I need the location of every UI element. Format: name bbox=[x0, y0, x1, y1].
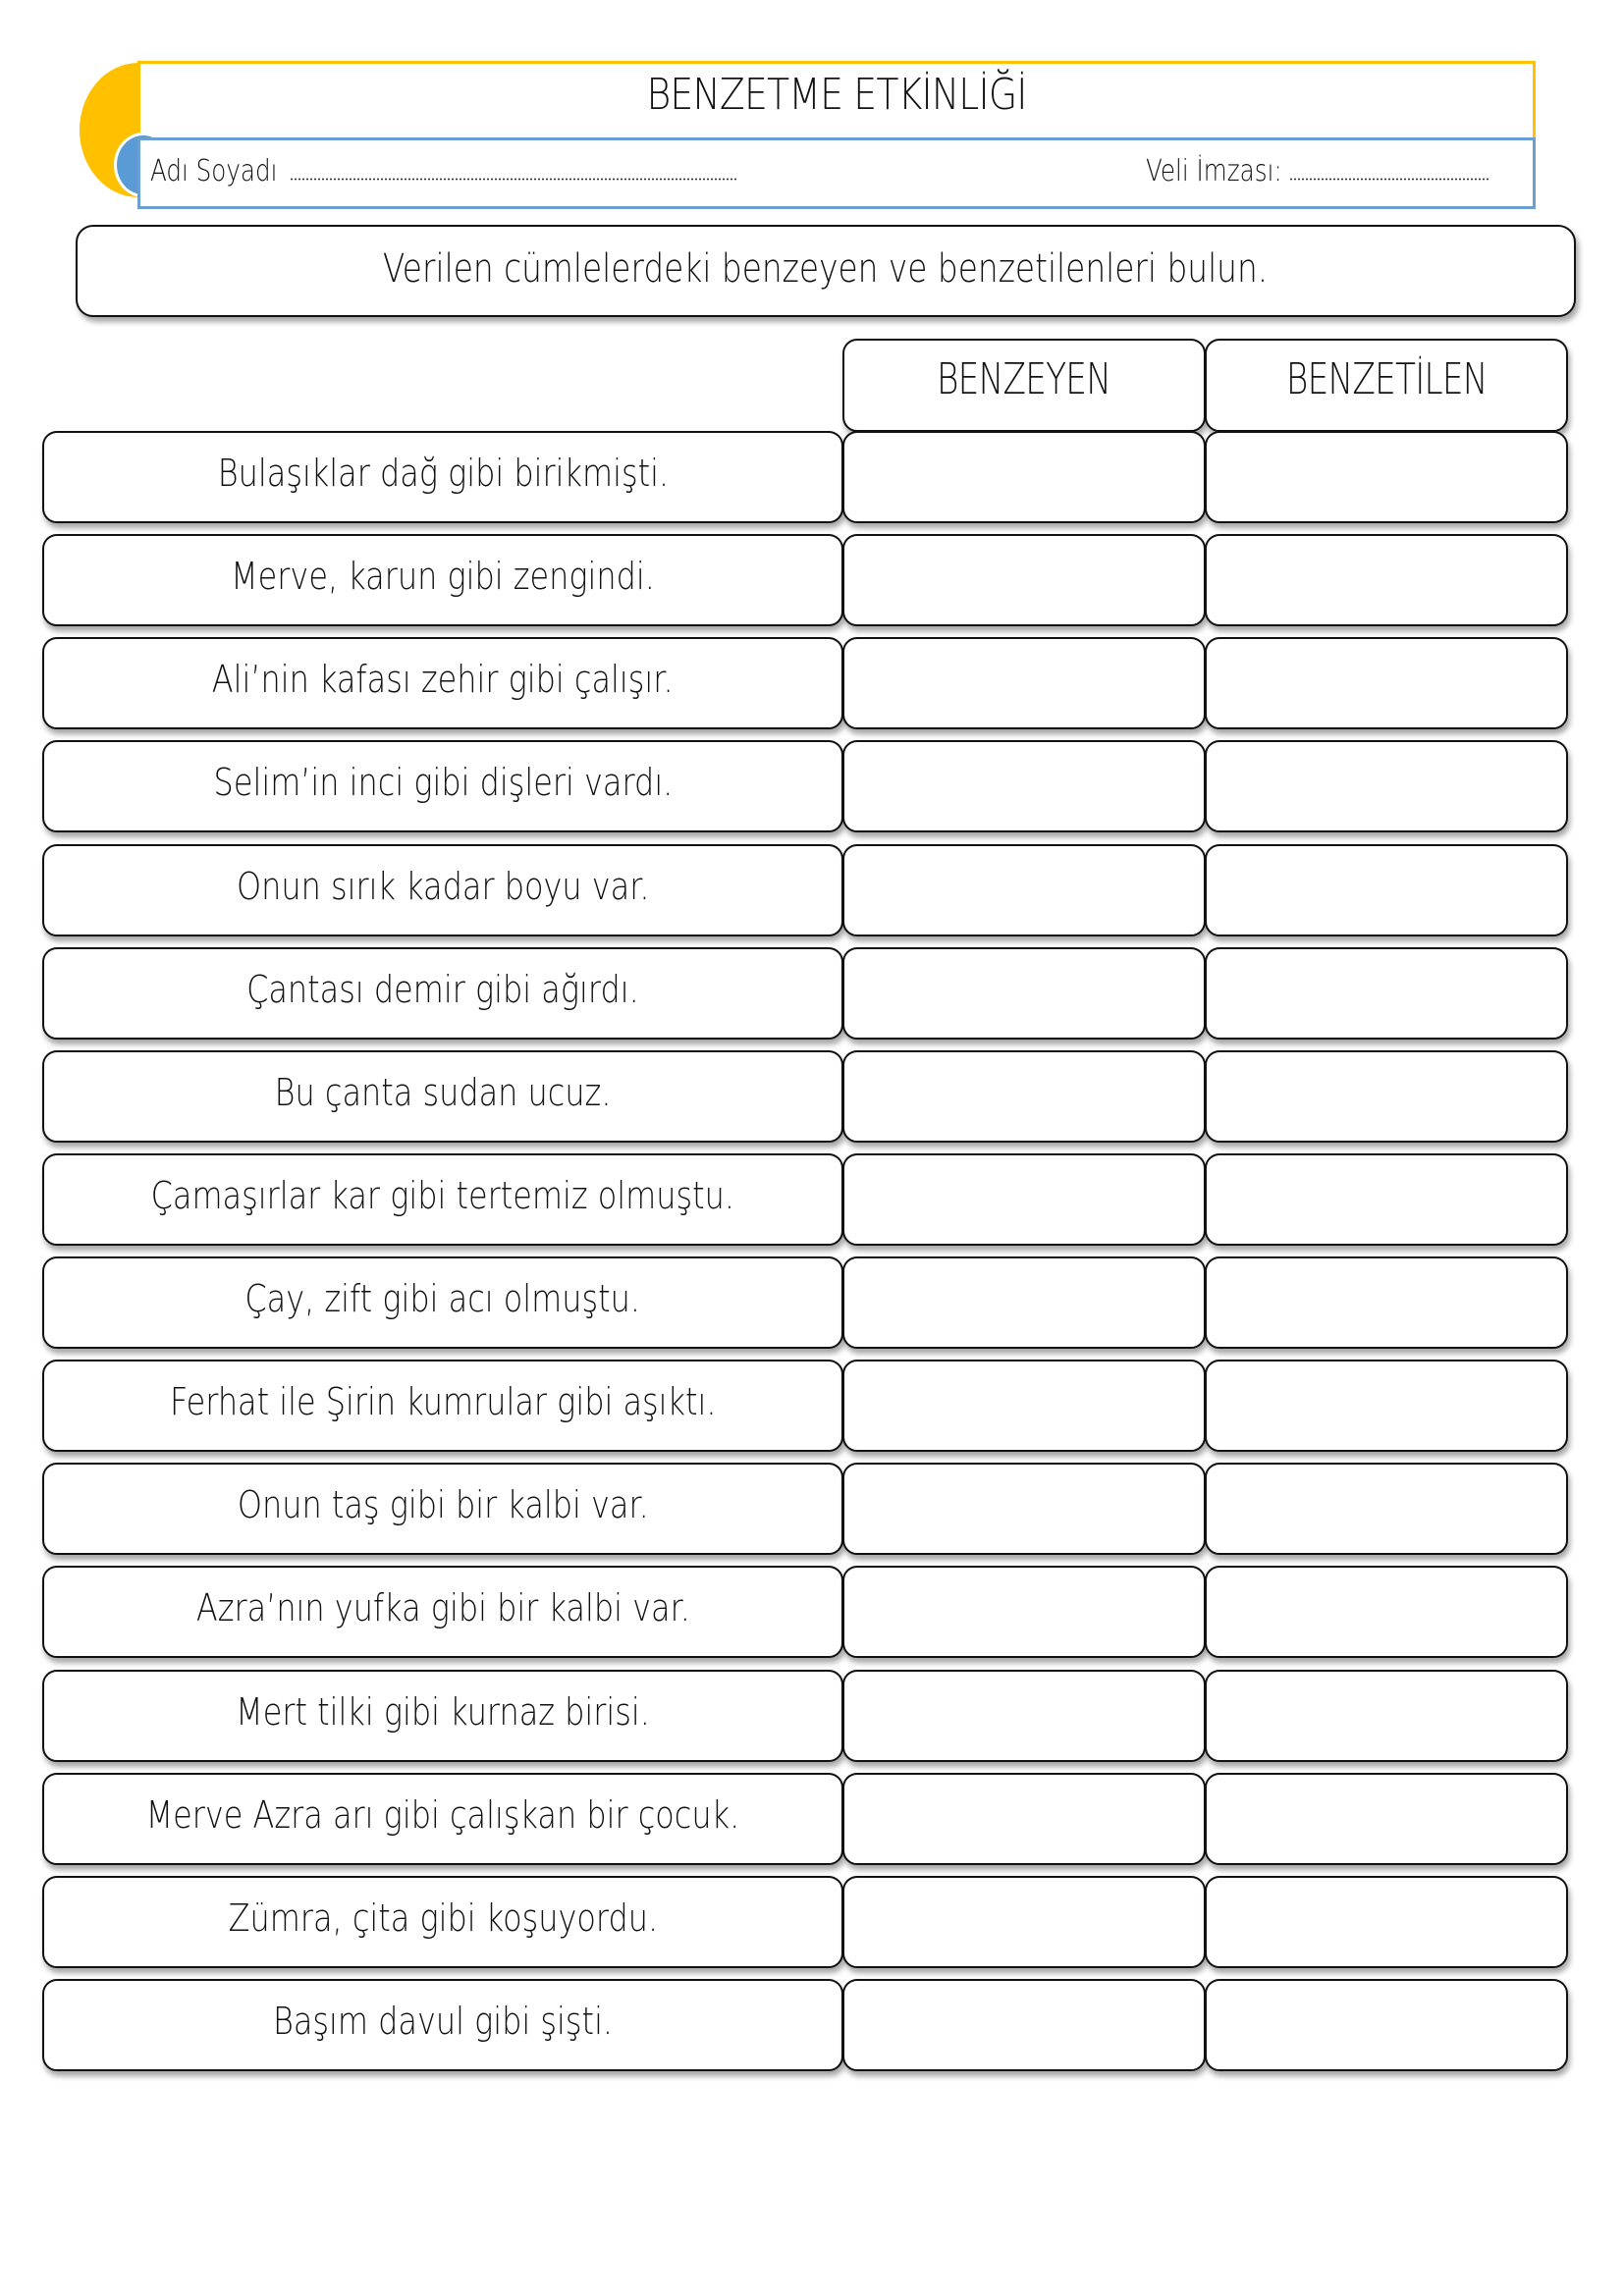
sentence-cell bbox=[42, 431, 843, 523]
benzeyen-answer-field[interactable] bbox=[842, 1979, 1206, 2071]
page-title: BENZETME ETKİNLİĞİ bbox=[646, 70, 1027, 120]
benzeyen-answer-field[interactable] bbox=[842, 1566, 1206, 1658]
benzeyen-answer-field[interactable] bbox=[842, 1360, 1206, 1452]
benzetilen-answer-field[interactable] bbox=[1205, 637, 1568, 729]
benzetilen-answer-field[interactable] bbox=[1205, 1670, 1568, 1762]
sentence-text: Ferhat ile Şirin kumrular gibi aşıktı. bbox=[169, 1380, 717, 1423]
sentence-cell bbox=[42, 844, 843, 936]
benzeyen-answer-field[interactable] bbox=[842, 1773, 1206, 1865]
column-header-label: BENZETİLEN bbox=[1285, 354, 1488, 404]
benzeyen-answer-field[interactable] bbox=[842, 947, 1206, 1040]
benzetilen-answer-field[interactable] bbox=[1205, 1256, 1568, 1349]
sentence-text: Zümra, çita gibi koşuyordu. bbox=[228, 1896, 658, 1940]
sentence-cell bbox=[42, 1153, 843, 1246]
sentence-text: Onun taş gibi bir kalbi var. bbox=[237, 1483, 649, 1526]
benzetilen-answer-field[interactable] bbox=[1205, 947, 1568, 1040]
benzetilen-answer-field[interactable] bbox=[1205, 1050, 1568, 1143]
sentence-text: Ali’nin kafası zehir gibi çalışır. bbox=[212, 658, 674, 701]
sentence-text: Çantası demir gibi ağırdı. bbox=[246, 968, 639, 1011]
column-header-label: BENZEYEN bbox=[937, 354, 1111, 404]
benzeyen-answer-field[interactable] bbox=[842, 431, 1206, 523]
sentence-text: Onun sırık kadar boyu var. bbox=[236, 865, 650, 908]
column-header-benzeyen bbox=[842, 339, 1206, 432]
sentence-cell bbox=[42, 534, 843, 626]
student-info-box bbox=[137, 137, 1536, 209]
benzetilen-answer-field[interactable] bbox=[1205, 1463, 1568, 1555]
column-header-benzetilen bbox=[1205, 339, 1568, 432]
sentence-text: Merve Azra arı gibi çalışkan bir çocuk. bbox=[145, 1793, 740, 1837]
sentence-cell bbox=[42, 1979, 843, 2071]
sentence-cell bbox=[42, 1566, 843, 1658]
sentence-cell bbox=[42, 1360, 843, 1452]
benzetilen-answer-field[interactable] bbox=[1205, 1153, 1568, 1246]
benzetilen-answer-field[interactable] bbox=[1205, 431, 1568, 523]
sentence-cell bbox=[42, 740, 843, 832]
benzetilen-answer-field[interactable] bbox=[1205, 844, 1568, 936]
sentence-text: Azra’nın yufka gibi bir kalbi var. bbox=[195, 1586, 690, 1629]
benzeyen-answer-field[interactable] bbox=[842, 844, 1206, 936]
sentence-text: Başım davul gibi şişti. bbox=[272, 2000, 614, 2043]
sentence-cell bbox=[42, 1876, 843, 1968]
sentence-cell bbox=[42, 1773, 843, 1865]
benzeyen-answer-field[interactable] bbox=[842, 1256, 1206, 1349]
parent-signature-field[interactable] bbox=[1289, 178, 1490, 181]
benzetilen-answer-field[interactable] bbox=[1205, 534, 1568, 626]
sentence-text: Merve, karun gibi zengindi. bbox=[231, 555, 655, 598]
sentence-cell bbox=[42, 947, 843, 1040]
benzeyen-answer-field[interactable] bbox=[842, 1876, 1206, 1968]
instruction-text: Verilen cümlelerdeki benzeyen ve benzetilenleri bulun. bbox=[383, 246, 1269, 292]
benzeyen-answer-field[interactable] bbox=[842, 637, 1206, 729]
title-box bbox=[137, 61, 1536, 139]
benzetilen-answer-field[interactable] bbox=[1205, 1360, 1568, 1452]
sentence-cell bbox=[42, 637, 843, 729]
sentence-text: Selim’in inci gibi dişleri vardı. bbox=[213, 761, 673, 804]
instruction-box bbox=[76, 225, 1576, 317]
benzetilen-answer-field[interactable] bbox=[1205, 1773, 1568, 1865]
sentence-cell bbox=[42, 1463, 843, 1555]
sentence-cell bbox=[42, 1050, 843, 1143]
benzeyen-answer-field[interactable] bbox=[842, 1050, 1206, 1143]
name-label: Adı Soyadı bbox=[150, 154, 278, 188]
benzeyen-answer-field[interactable] bbox=[842, 1463, 1206, 1555]
sentence-text: Bulaşıklar dağ gibi birikmişti. bbox=[217, 452, 669, 495]
benzeyen-answer-field[interactable] bbox=[842, 1670, 1206, 1762]
benzeyen-answer-field[interactable] bbox=[842, 740, 1206, 832]
benzetilen-answer-field[interactable] bbox=[1205, 1876, 1568, 1968]
name-field[interactable] bbox=[290, 178, 736, 181]
benzeyen-answer-field[interactable] bbox=[842, 534, 1206, 626]
sentence-text: Çay, zift gibi acı olmuştu. bbox=[244, 1277, 641, 1320]
parent-signature-label: Veli İmzası: bbox=[1146, 154, 1282, 188]
sentence-text: Bu çanta sudan ucuz. bbox=[274, 1071, 612, 1114]
benzetilen-answer-field[interactable] bbox=[1205, 1979, 1568, 2071]
sentence-cell bbox=[42, 1256, 843, 1349]
benzetilen-answer-field[interactable] bbox=[1205, 1566, 1568, 1658]
benzetilen-answer-field[interactable] bbox=[1205, 740, 1568, 832]
sentence-text: Çamaşırlar kar gibi tertemiz olmuştu. bbox=[150, 1174, 735, 1217]
benzeyen-answer-field[interactable] bbox=[842, 1153, 1206, 1246]
sentence-cell bbox=[42, 1670, 843, 1762]
sentence-text: Mert tilki gibi kurnaz birisi. bbox=[236, 1690, 650, 1734]
